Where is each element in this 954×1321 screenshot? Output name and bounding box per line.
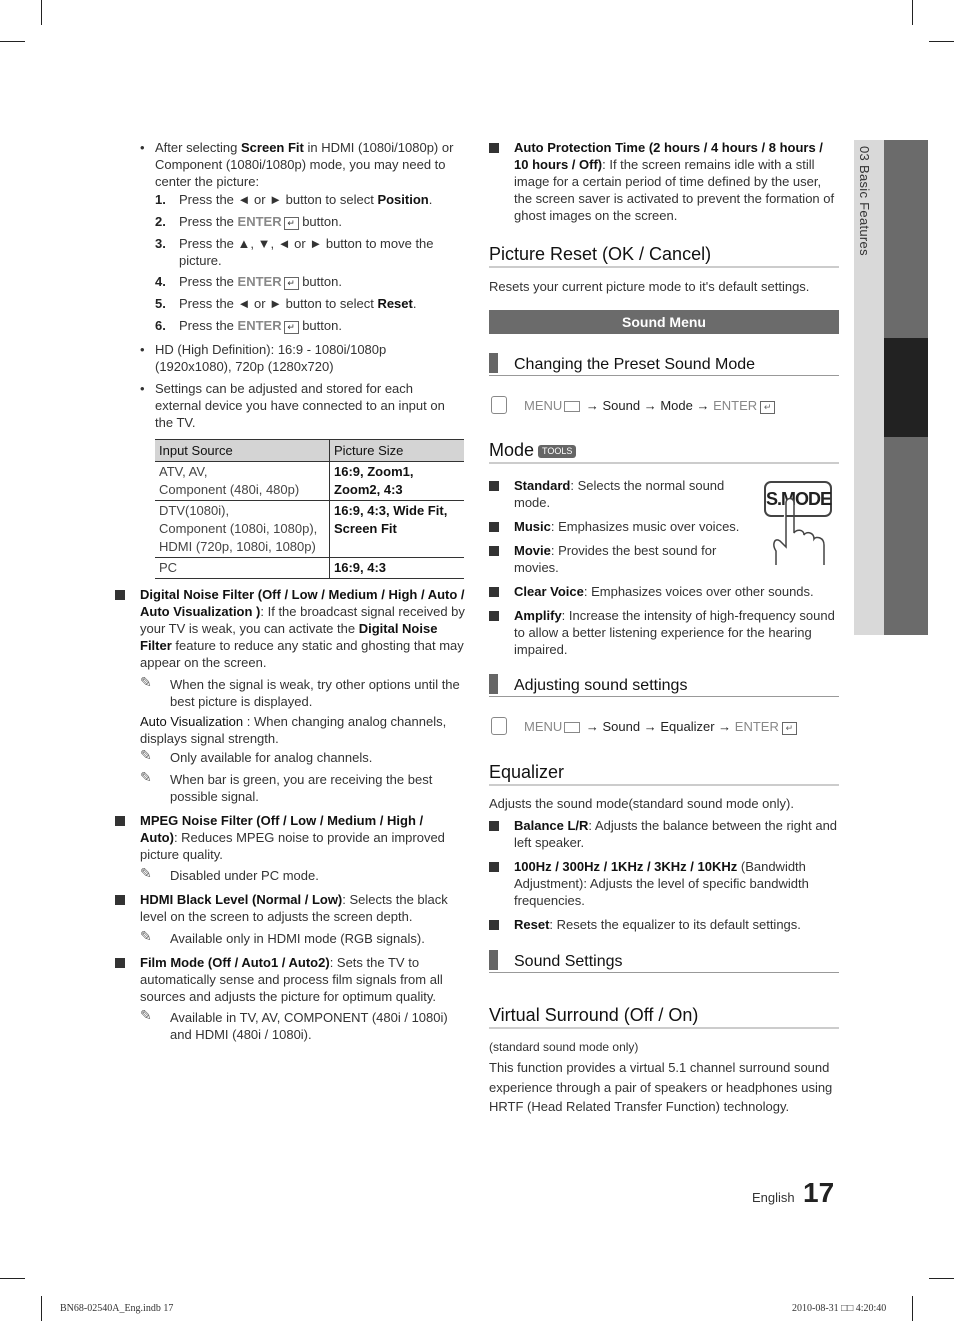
menu-icon xyxy=(564,401,580,412)
mode-item: Amplify: Increase the intensity of high-frequency sound to allow a better listening experience for the hearing impaired. xyxy=(514,608,835,657)
crop-mark xyxy=(912,1296,913,1321)
equalizer-item: Reset: Resets the equalizer to its default settings. xyxy=(514,917,801,932)
hand-icon xyxy=(491,717,507,735)
note-pencil-icon: ✎ xyxy=(140,865,152,881)
square-bullet xyxy=(489,920,499,930)
crop-mark xyxy=(912,0,913,25)
mode-item: Movie: Provides the best sound for movies. xyxy=(514,543,717,575)
step-item: 5. Press the ◄ or ► button to select Reset. xyxy=(155,296,417,311)
table-header: Input Source xyxy=(155,440,330,462)
table-header-row xyxy=(155,440,464,462)
enter-icon: ↵ xyxy=(284,321,299,334)
dnf-paragraph: Digital Noise Filter (Off / Low / Medium / High / Auto / Auto Visualization ): If the broadcast signal received by your TV is weak, you can activate the Digital Noise Filter feature to reduce any static and ghosting that may appear on the screen. xyxy=(140,587,465,670)
step-item: 6. Press the ENTER ↵ button. xyxy=(155,318,342,333)
mode-item: Clear Voice: Emphasizes voices over other sounds. xyxy=(514,584,814,599)
step-item: 4. Press the ENTER ↵ button. xyxy=(155,274,342,289)
chapter-tab-active xyxy=(884,338,928,437)
crop-mark xyxy=(0,1278,25,1279)
note-text: Disabled under PC mode. xyxy=(170,868,319,883)
mode-item: Music: Emphasizes music over voices. xyxy=(514,519,740,534)
square-bullet xyxy=(489,587,499,597)
square-bullet xyxy=(115,895,125,905)
preset-sound-heading: Changing the Preset Sound Mode xyxy=(489,356,839,376)
picture-reset-heading: Picture Reset (OK / Cancel) xyxy=(489,246,839,268)
crop-mark xyxy=(0,41,25,42)
settings-note: Settings can be adjusted and stored for each external device you have connected to an input on the TV. xyxy=(155,381,445,430)
square-bullet xyxy=(489,143,499,153)
mode-heading: Mode TOOLS xyxy=(489,442,839,464)
auto-protection-paragraph: Auto Protection Time (2 hours / 4 hours / 8 hours / 10 hours / Off): If the screen remains idle with a still image for a certain period of time defined by the user, the screen saver is activated to prevent the formation of ghost images on the screen. xyxy=(514,140,835,223)
smode-button-icon: S.MODE xyxy=(764,481,832,517)
equalizer-menu-path: MENU → Sound → Equalizer → ENTER ↵ xyxy=(524,718,797,735)
footer-date: 2010-08-31 □□ 4:20:40 xyxy=(792,1303,887,1314)
note-pencil-icon: ✎ xyxy=(140,928,152,944)
virtual-surround-text: This function provides a virtual 5.1 channel surround sound experience through a pair of speakers or headphones using HRTF (Head Related Transfer Function) technology. xyxy=(489,1060,833,1114)
screen-fit-intro: After selecting Screen Fit in HDMI (1080i/1080p) or Component (1080i/1080p) mode, you may need to center the picture: xyxy=(155,140,454,189)
auto-visualization-text: Auto Visualization : When changing analog channels, displays signal strength. xyxy=(140,714,447,746)
input-source-table xyxy=(155,439,464,579)
virtual-surround-note: (standard sound mode only) xyxy=(489,1040,639,1054)
step-item: 2. Press the ENTER ↵ button. xyxy=(155,214,342,229)
table-cell: 16:9, 4:3 xyxy=(330,558,465,579)
step-item: 3. Press the ▲, ▼, ◄ or ► button to move the picture. xyxy=(155,236,434,268)
heading-bar-icon xyxy=(489,353,498,373)
square-bullet xyxy=(489,481,499,491)
enter-icon: ↵ xyxy=(284,277,299,290)
square-bullet xyxy=(489,611,499,621)
note-text: When the signal is weak, try other options until the best picture is displayed. xyxy=(170,677,460,709)
square-bullet xyxy=(115,958,125,968)
note-pencil-icon: ✎ xyxy=(140,747,152,763)
square-bullet xyxy=(489,821,499,831)
hand-icon xyxy=(491,396,507,414)
equalizer-item: Balance L/R: Adjusts the balance between the right and left speaker. xyxy=(514,818,838,850)
bullet-dot: • xyxy=(140,140,145,155)
note-text: Available only in HDMI mode (RGB signals). xyxy=(170,931,425,946)
footer-language: English xyxy=(752,1190,795,1205)
note-text: Only available for analog channels. xyxy=(170,750,373,765)
square-bullet xyxy=(489,862,499,872)
film-paragraph: Film Mode (Off / Auto1 / Auto2): Sets the TV to automatically sense and process film signals from all sources and adjusts the picture for optimum quality. xyxy=(140,955,443,1004)
heading-bar-icon xyxy=(489,674,498,694)
chapter-label: 03 Basic Features xyxy=(857,146,872,256)
virtual-surround-heading: Virtual Surround (Off / On) xyxy=(489,1007,839,1029)
note-text: When bar is green, you are receiving the best possible signal. xyxy=(170,772,433,804)
menu-icon xyxy=(564,722,580,733)
note-pencil-icon: ✎ xyxy=(140,769,152,785)
sound-menu-bar: Sound Menu xyxy=(489,310,839,334)
page-number: 17 xyxy=(803,1177,835,1208)
table-row xyxy=(155,558,464,579)
table-row xyxy=(155,462,464,501)
crop-mark xyxy=(929,1278,954,1279)
mpeg-paragraph: MPEG Noise Filter (Off / Low / Medium / High / Auto): Reduces MPEG noise to provide an improved picture quality. xyxy=(140,813,445,862)
tools-badge-icon: TOOLS xyxy=(538,445,576,458)
bullet-dot: • xyxy=(140,381,145,396)
hdmi-paragraph: HDMI Black Level (Normal / Low): Selects the black level on the screen to adjusts the screen depth. xyxy=(140,892,448,924)
table-cell: 16:9, 4:3, Wide Fit, Screen Fit xyxy=(330,501,465,558)
adjusting-sound-heading: Adjusting sound settings xyxy=(489,677,839,697)
bullet-dot: • xyxy=(140,342,145,357)
note-pencil-icon: ✎ xyxy=(140,674,152,690)
sound-settings-heading: Sound Settings xyxy=(489,953,839,973)
note-pencil-icon: ✎ xyxy=(140,1007,152,1023)
finger-icon xyxy=(768,495,828,567)
enter-icon: ↵ xyxy=(782,722,797,735)
square-bullet xyxy=(489,546,499,556)
preset-menu-path: MENU → Sound → Mode → ENTER ↵ xyxy=(524,397,775,414)
crop-mark xyxy=(41,0,42,25)
table-header: Picture Size xyxy=(330,440,465,462)
mode-item: Standard: Selects the normal sound mode. xyxy=(514,478,725,510)
square-bullet xyxy=(115,816,125,826)
chapter-tab-block xyxy=(884,437,928,635)
enter-icon: ↵ xyxy=(760,401,775,414)
footer-file: BN68-02540A_Eng.indb 17 xyxy=(60,1303,174,1314)
table-row xyxy=(155,501,464,558)
equalizer-heading: Equalizer xyxy=(489,764,839,786)
hd-note: HD (High Definition): 16:9 - 1080i/1080p (1920x1080), 720p (1280x720) xyxy=(155,342,387,374)
table-cell: PC xyxy=(155,558,330,579)
heading-bar-icon xyxy=(489,950,498,970)
chapter-tab-block xyxy=(884,140,928,338)
step-item: 1. Press the ◄ or ► button to select Position. xyxy=(155,192,433,207)
equalizer-item: 100Hz / 300Hz / 1KHz / 3KHz / 10KHz (Bandwidth Adjustment): Adjusts the level of specific bandwidth frequencies. xyxy=(514,859,809,908)
picture-reset-text: Resets your current picture mode to it's default settings. xyxy=(489,279,810,294)
square-bullet xyxy=(489,522,499,532)
table-cell: DTV(1080i), Component (1080i, 1080p), HDMI (720p, 1080i, 1080p) xyxy=(155,501,330,558)
crop-mark xyxy=(41,1296,42,1321)
table-cell: ATV, AV, Component (480i, 480p) xyxy=(155,462,330,501)
square-bullet xyxy=(115,590,125,600)
table-cell: 16:9, Zoom1, Zoom2, 4:3 xyxy=(330,462,465,501)
equalizer-text: Adjusts the sound mode(standard sound mode only). xyxy=(489,796,794,811)
note-text: Available in TV, AV, COMPONENT (480i / 1080i) and HDMI (480i / 1080i). xyxy=(170,1010,448,1042)
crop-mark xyxy=(929,41,954,42)
enter-icon: ↵ xyxy=(284,217,299,230)
